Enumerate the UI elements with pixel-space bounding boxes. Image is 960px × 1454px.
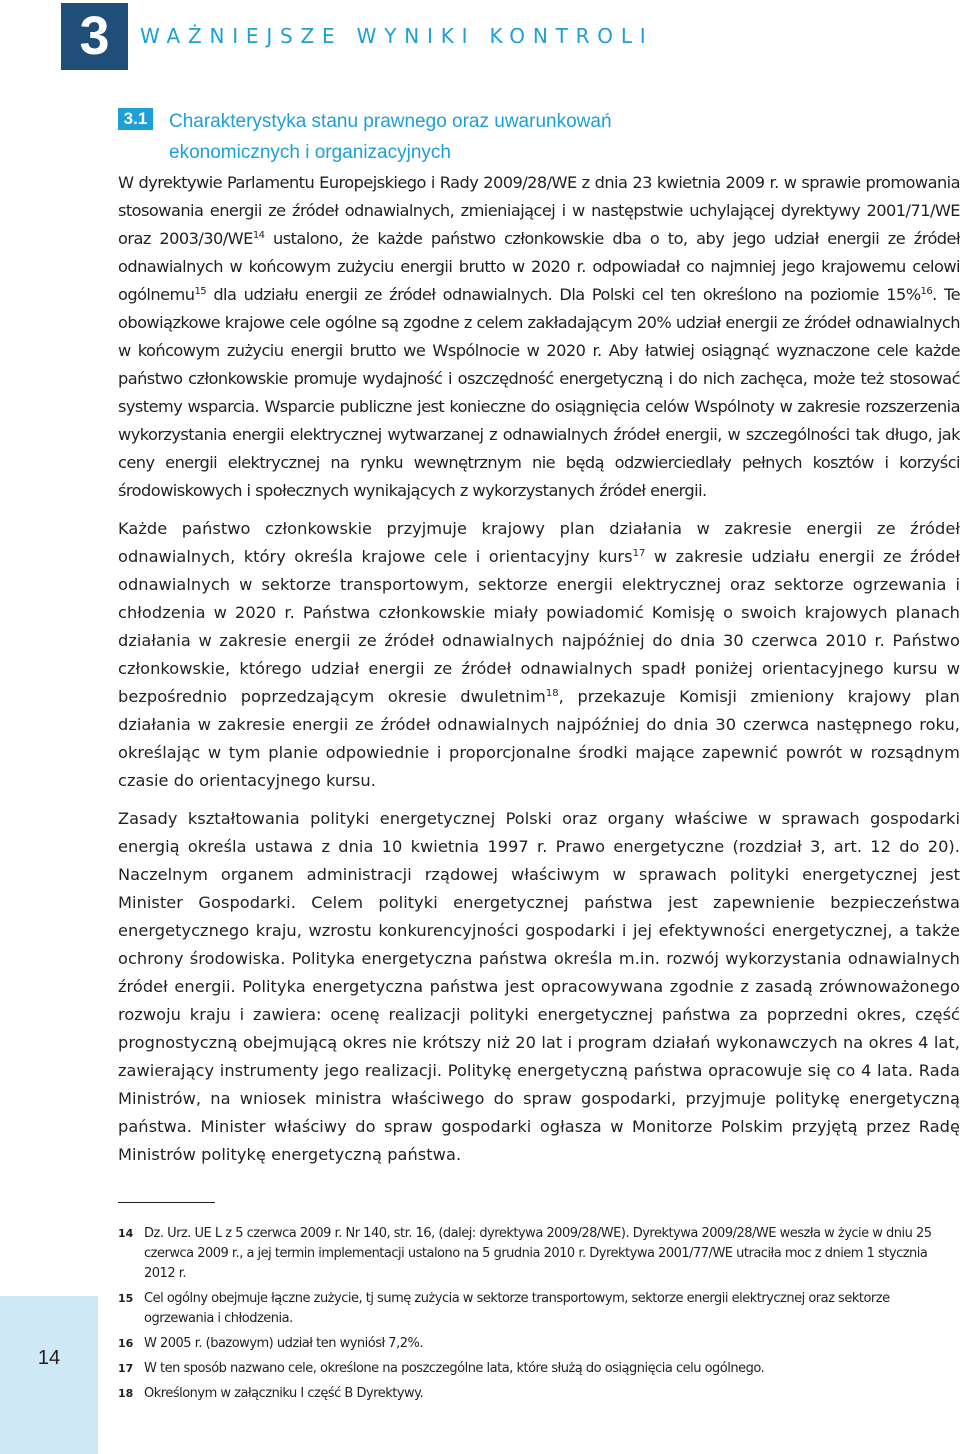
body-text xyxy=(118,169,960,1179)
paragraph-1-part-c: dla udziału energii ze źródeł odnawialnych. Dla Polski cel ten określono na poziomie 15% xyxy=(206,285,921,304)
footnote-number: 17 xyxy=(118,1362,134,1375)
footnote-17 xyxy=(118,1359,960,1379)
chapter-number: 3 xyxy=(61,3,128,70)
paragraph-2-part-b: w zakresie udziału energii ze źródeł odnawialnych w sektorze transportowym, sektorze energii elektrycznej oraz sektorze ogrzewania i chłodzenia w 2020 r. Państwa członkowskie miały powiadomić Komisję o swoich krajowych planach działania w zakresie energii ze źródeł odnawialnych najpóźniej do dnia 30 czerwca 2010 r. Państwo członkowskie, którego udział energii ze źródeł odnawialnych spadł poniżej orientacyjnego kursu w bezpośrednio poprzedzającym okresie dwuletnim xyxy=(118,547,960,706)
footnote-text: Określonym w załączniku I część B Dyrektywy. xyxy=(144,1386,424,1401)
section-title: Charakterystyka stanu prawnego oraz uwarunkowań ekonomicznych i organizacyjnych xyxy=(169,111,612,163)
footnote-number: 16 xyxy=(118,1337,134,1350)
footnote-ref-17[interactable]: 17 xyxy=(632,548,646,559)
footnote-ref-14[interactable]: 14 xyxy=(252,230,265,241)
footnote-text: W ten sposób nazwano cele, określone na poszczególne lata, które służą do osiągnięcia celu ogólnego. xyxy=(144,1361,765,1376)
footnote-ref-16[interactable]: 16 xyxy=(920,286,933,297)
footnote-16 xyxy=(118,1334,960,1354)
footnote-number: 15 xyxy=(118,1292,134,1305)
footnote-15 xyxy=(118,1289,960,1329)
paragraph-2-part-c: , przekazuje Komisji zmieniony krajowy plan działania w zakresie energii ze źródeł odnawialnych najpóźniej do dnia 30 czerwca następnego roku, określając w tym planie odpowiednie i proporcjonalne środki mające zapewnić powrót w rozsądnym czasie do orientacyjnego kursu. xyxy=(118,687,960,790)
footnote-number: 14 xyxy=(118,1227,134,1240)
footnote-separator xyxy=(118,1202,215,1203)
page-number: 14 xyxy=(37,1347,61,1369)
paragraph-2-part-a: Każde państwo członkowskie przyjmuje krajowy plan działania w zakresie energii ze źródeł odnawialnych, który określa krajowe cele i orientacyjny kurs xyxy=(118,519,960,566)
footnote-14 xyxy=(118,1224,960,1284)
footnote-18 xyxy=(118,1384,960,1404)
footnote-text: Cel ogólny obejmuje łączne zużycie, tj sumę zużycia w sektorze transportowym, sektorze energii elektrycznej oraz sektorze ogrzewania i chłodzenia. xyxy=(144,1291,890,1326)
footnote-ref-18[interactable]: 18 xyxy=(545,688,559,699)
footnote-ref-15[interactable]: 15 xyxy=(194,286,207,297)
paragraph-1-part-d: . Te obowiązkowe krajowe cele ogólne są zgodne z celem zakładającym 20% udział energii ze źródeł odnawialnych w końcowym zużyciu energii brutto we Wspólnocie w 2020 r. Aby łatwiej osiągnąć wyznaczone cele każde państwo członkowskie promuje wydajność i oszczędność energetyczną i do nich zachęca, może też stosować systemy wsparcia. Wsparcie publiczne jest konieczne do osiągnięcia celów Wspólnoty w zakresie rozszerzenia wykorzystania energii elektrycznej wytwarzanej z odnawialnych źródeł energii, w szczególności tak długo, jak ceny energii elektrycznej na rynku wewnętrznym nie będą odzwierciedlały pełnych kosztów i korzyści środowiskowych i społecznych wynikających z wykorzystanych źródeł energii. xyxy=(118,285,960,500)
section-number: 3.1 xyxy=(118,108,153,130)
chapter-title: WAŻNIEJSZE WYNIKI KONTROLI xyxy=(140,24,654,48)
paragraph-1-part-b: ustalono, że każde państwo członkowskie dba o to, aby jego udział energii ze źródeł odnawialnych w końcowym zużyciu energii brutto w 2020 r. odpowiadał co najmniej jego krajowemu celowi ogólnemu xyxy=(118,229,960,304)
footnote-number: 18 xyxy=(118,1387,134,1400)
paragraph-1-part-a: W dyrektywie Parlamentu Europejskiego i Rady 2009/28/WE z dnia 23 kwietnia 2009 r. w sprawie promowania stosowania energii ze źródeł odnawialnych, zmieniającej i w następstwie uchylającej dyrektywy 2001/71/WE oraz 2003/30/WE xyxy=(118,173,960,248)
footnote-text: W 2005 r. (bazowym) udział ten wyniósł 7,2%. xyxy=(144,1336,423,1351)
footnote-text: Dz. Urz. UE L z 5 czerwca 2009 r. Nr 140, str. 16, (dalej: dyrektywa 2009/28/WE). Dyrektywa 2009/28/WE weszła w życie w dniu 25 czerwca 2009 r., a jej termin implementacji ustalono na 5 grudnia 2010 r. Dyrektywa 2001/77/WE utraciła moc z dniem 1 stycznia 2012 r. xyxy=(144,1226,932,1281)
paragraph-3: Zasady kształtowania polityki energetycznej Polski oraz organy właściwe w sprawach gospodarki energią określa ustawa z dnia 10 kwietnia 1997 r. Prawo energetyczne (rozdział 3, art. 12 do 20). Naczelnym organem administracji rządowej właściwym w sprawach polityki energetycznej jest Minister Gospodarki. Celem polityki energetycznej państwa jest zapewnienie bezpieczeństwa energetycznego kraju, wzrostu konkurencyjności gospodarki i jej efektywności energetycznej, a także ochrony środowiska. Polityka energetyczna państwa określa m.in. rozwój wykorzystania odnawialnych źródeł energii. Polityka energetyczna państwa jest opracowywana zgodnie z zasadą zrównoważonego rozwoju kraju i zawiera: ocenę realizacji polityki energetycznej państwa za poprzedni okres, część prognostyczną obejmującą okres nie krótszy niż 20 lat i program działań wykonawczych na okres 4 lat, zawierający instrumenty jego realizacji. Politykę energetyczną państwa opracowuje się co 4 lata. Rada Ministrów, na wniosek ministra właściwego do spraw gospodarki, przyjmuje politykę energetyczną państwa. Minister właściwy do spraw gospodarki ogłasza w Monitorze Polskim przyjętą przez Radę Ministrów politykę energetyczną państwa. xyxy=(118,809,960,1164)
paragraph-2 xyxy=(118,515,960,795)
footnotes xyxy=(118,1224,960,1409)
paragraph-1 xyxy=(118,169,960,505)
page-number-box xyxy=(0,1296,98,1454)
